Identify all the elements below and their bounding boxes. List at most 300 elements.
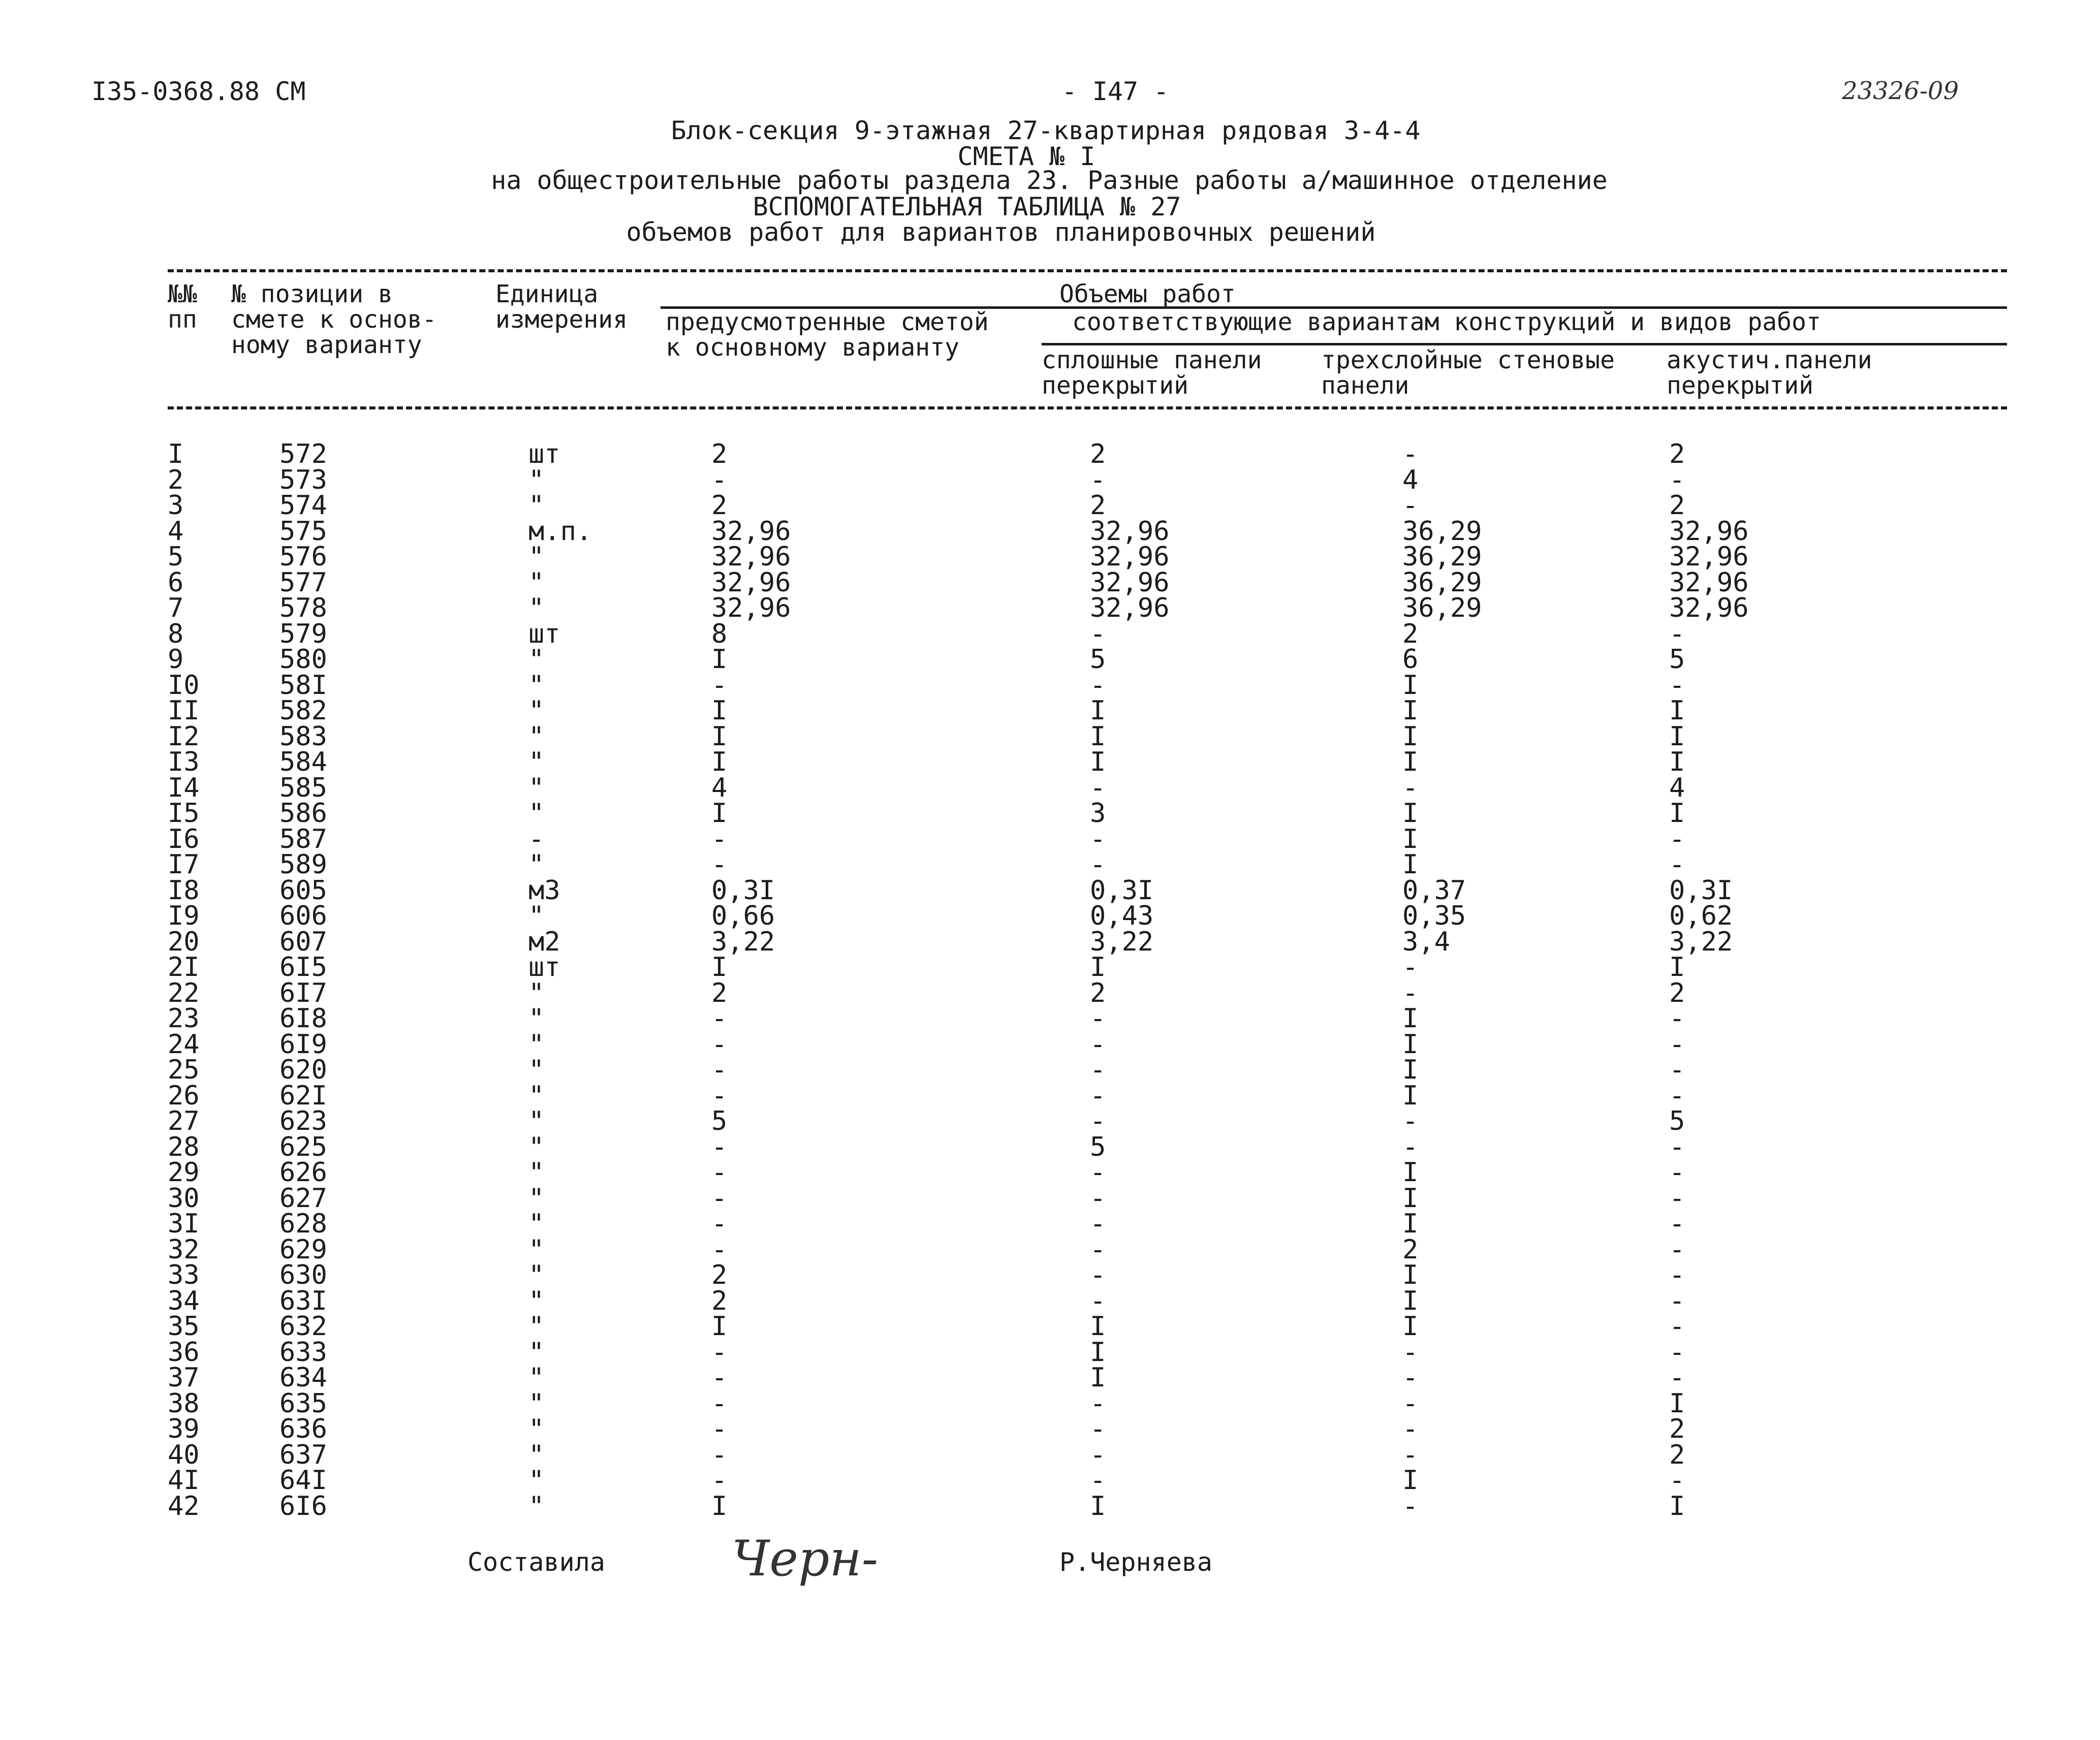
row-number: 2I <box>168 952 200 983</box>
row-number: 2 <box>168 464 184 495</box>
header-variant3-l1: акустич.панели <box>1667 346 1872 374</box>
signature: Черн- <box>732 1530 879 1587</box>
variant3-volume: - <box>1669 1337 1685 1368</box>
variant3-volume: 4 <box>1669 772 1685 803</box>
variant1-volume: I <box>1090 721 1106 752</box>
variant1-volume: 2 <box>1090 439 1106 469</box>
title-line-2: СМЕТА № I <box>957 142 1095 171</box>
row-number: 37 <box>168 1363 200 1393</box>
position-number: 605 <box>279 875 327 906</box>
variant1-volume: - <box>1090 1055 1106 1085</box>
position-number: 606 <box>279 901 327 931</box>
variant1-volume: - <box>1090 1106 1106 1136</box>
unit: " <box>528 849 545 880</box>
unit: " <box>528 1465 545 1496</box>
row-number: I4 <box>168 772 200 803</box>
unit: шт <box>528 618 560 649</box>
variant2-volume: I <box>1402 1055 1419 1085</box>
position-number: 62I <box>279 1080 327 1111</box>
variant1-volume: - <box>1090 1388 1106 1419</box>
variant3-volume: - <box>1669 1260 1685 1290</box>
variant1-volume: - <box>1090 1080 1106 1111</box>
base-volume: 2 <box>711 1285 728 1316</box>
variant2-volume: - <box>1402 439 1419 469</box>
row-number: I0 <box>168 670 200 701</box>
row-number: 7 <box>168 593 184 623</box>
base-volume: 32,96 <box>711 542 791 572</box>
base-volume: - <box>711 1465 728 1496</box>
position-number: 576 <box>279 542 327 572</box>
base-volume: - <box>711 1414 728 1444</box>
header-volumes: Объемы работ <box>1059 280 1236 308</box>
variant2-volume: 0,37 <box>1402 875 1466 906</box>
compiler-name: Р.Черняева <box>1059 1547 1213 1577</box>
row-number: I <box>168 439 184 469</box>
variant2-volume: I <box>1402 824 1419 855</box>
variant3-volume: 5 <box>1669 1106 1685 1136</box>
variant2-volume: 36,29 <box>1402 593 1482 623</box>
unit: " <box>528 670 545 701</box>
variant1-volume: - <box>1090 849 1106 880</box>
header-variant2-l2: панели <box>1321 371 1409 400</box>
position-number: 586 <box>279 798 327 829</box>
variant2-volume: - <box>1402 1414 1419 1444</box>
variant2-volume: 2 <box>1402 618 1419 649</box>
variant1-volume: - <box>1090 1003 1106 1034</box>
variant3-volume: 3,22 <box>1669 926 1733 957</box>
row-number: 5 <box>168 542 184 572</box>
variant2-volume: - <box>1402 1363 1419 1393</box>
base-volume: 8 <box>711 618 728 649</box>
position-number: 627 <box>279 1183 327 1214</box>
position-number: 620 <box>279 1055 327 1085</box>
unit: шт <box>528 439 560 469</box>
unit: " <box>528 593 545 623</box>
variant1-volume: I <box>1090 952 1106 983</box>
variant1-volume: 32,96 <box>1090 567 1170 598</box>
header-pos-l3: ному варианту <box>231 331 422 359</box>
variant1-volume: - <box>1090 1183 1106 1214</box>
variant3-volume: - <box>1669 1234 1685 1265</box>
row-number: 39 <box>168 1414 200 1444</box>
variant1-volume: 0,43 <box>1090 901 1154 931</box>
variant1-volume: I <box>1090 747 1106 777</box>
variant2-volume: - <box>1402 1106 1419 1136</box>
row-number: 24 <box>168 1029 200 1060</box>
header-num-l2: пп <box>168 305 197 334</box>
header-variant2-l1: трехслойные стеновые <box>1321 346 1615 374</box>
variant3-volume: - <box>1669 1157 1685 1188</box>
position-number: 637 <box>279 1439 327 1470</box>
unit: " <box>528 1183 545 1214</box>
base-volume: 0,3I <box>711 875 775 906</box>
variant3-volume: 2 <box>1669 1439 1685 1470</box>
variant2-volume: - <box>1402 1337 1419 1368</box>
unit: " <box>528 1055 545 1085</box>
base-volume: - <box>711 1363 728 1393</box>
row-number: 8 <box>168 618 184 649</box>
variant2-volume: - <box>1402 952 1419 983</box>
header-variant1-l2: перекрытий <box>1042 371 1188 400</box>
variant3-volume: - <box>1669 670 1685 701</box>
variant1-volume: 2 <box>1090 490 1106 521</box>
header-bottom-rule <box>168 406 2007 409</box>
unit: " <box>528 490 545 521</box>
row-number: 32 <box>168 1234 200 1265</box>
base-volume: - <box>711 849 728 880</box>
row-number: 22 <box>168 977 200 1008</box>
row-number: 25 <box>168 1055 200 1085</box>
row-number: I8 <box>168 875 200 906</box>
position-number: 58I <box>279 670 327 701</box>
variant2-volume: I <box>1402 1260 1419 1290</box>
unit: " <box>528 747 545 777</box>
variant1-volume: 32,96 <box>1090 516 1170 547</box>
base-volume: I <box>711 721 728 752</box>
variant3-volume: - <box>1669 1003 1685 1034</box>
base-volume: I <box>711 644 728 675</box>
variant3-volume: - <box>1669 1131 1685 1162</box>
position-number: 579 <box>279 618 327 649</box>
variant3-volume: 5 <box>1669 644 1685 675</box>
variant1-volume: - <box>1090 1029 1106 1060</box>
header-variant3-l2: перекрытий <box>1667 371 1813 400</box>
base-volume: 3,22 <box>711 926 775 957</box>
variant2-volume: 3,4 <box>1402 926 1450 957</box>
row-number: 38 <box>168 1388 200 1419</box>
variant1-volume: - <box>1090 1157 1106 1188</box>
unit: " <box>528 1414 545 1444</box>
position-number: 580 <box>279 644 327 675</box>
position-number: 625 <box>279 1131 327 1162</box>
unit: " <box>528 1439 545 1470</box>
row-number: 30 <box>168 1183 200 1214</box>
unit: " <box>528 1337 545 1368</box>
position-number: 607 <box>279 926 327 957</box>
page-number: - I47 - <box>1061 77 1169 106</box>
unit: " <box>528 798 545 829</box>
variant2-volume: I <box>1402 1029 1419 1060</box>
base-volume: I <box>711 695 728 726</box>
position-number: 6I5 <box>279 952 327 983</box>
position-number: 628 <box>279 1209 327 1239</box>
variant3-volume: - <box>1669 1029 1685 1060</box>
row-number: 35 <box>168 1311 200 1342</box>
variant3-volume: - <box>1669 1311 1685 1342</box>
row-number: 29 <box>168 1157 200 1188</box>
variant3-volume: I <box>1669 952 1685 983</box>
position-number: 583 <box>279 721 327 752</box>
header-base-l2: к основному варианту <box>666 333 959 362</box>
variant3-volume: - <box>1669 1363 1685 1393</box>
position-number: 573 <box>279 464 327 495</box>
position-number: 630 <box>279 1260 327 1290</box>
unit: " <box>528 542 545 572</box>
base-volume: 0,66 <box>711 901 775 931</box>
unit: " <box>528 901 545 931</box>
variant1-volume: I <box>1090 1311 1106 1342</box>
base-volume: - <box>711 1055 728 1085</box>
variant3-volume: - <box>1669 1080 1685 1111</box>
base-volume: - <box>711 1080 728 1111</box>
row-number: 40 <box>168 1439 200 1470</box>
position-number: 626 <box>279 1157 327 1188</box>
position-number: 63I <box>279 1285 327 1316</box>
base-volume: I <box>711 798 728 829</box>
row-number: I9 <box>168 901 200 931</box>
position-number: 577 <box>279 567 327 598</box>
variant2-volume: I <box>1402 1183 1419 1214</box>
base-volume: 4 <box>711 772 728 803</box>
base-volume: 5 <box>711 1106 728 1136</box>
unit: м.п. <box>528 516 592 547</box>
variants-rule <box>1042 343 2007 345</box>
variant2-volume: - <box>1402 1439 1419 1470</box>
unit: " <box>528 1029 545 1060</box>
variant1-volume: - <box>1090 1285 1106 1316</box>
row-number: I2 <box>168 721 200 752</box>
base-volume: 2 <box>711 490 728 521</box>
row-number: 4 <box>168 516 184 547</box>
row-number: 34 <box>168 1285 200 1316</box>
position-number: 629 <box>279 1234 327 1265</box>
variant1-volume: - <box>1090 618 1106 649</box>
variant3-volume: - <box>1669 1465 1685 1496</box>
variant3-volume: - <box>1669 824 1685 855</box>
variant3-volume: 32,96 <box>1669 542 1749 572</box>
row-number: 23 <box>168 1003 200 1034</box>
row-number: 3 <box>168 490 184 521</box>
position-number: 632 <box>279 1311 327 1342</box>
base-volume: 2 <box>711 1260 728 1290</box>
base-volume: 2 <box>711 977 728 1008</box>
variant3-volume: - <box>1669 1183 1685 1214</box>
variant1-volume: - <box>1090 1234 1106 1265</box>
title-line-1: Блок-секция 9-этажная 27-квартирная рядовая 3-4-4 <box>671 116 1421 145</box>
variant3-volume: 0,3I <box>1669 875 1733 906</box>
variant1-volume: - <box>1090 1260 1106 1290</box>
unit: " <box>528 1106 545 1136</box>
row-number: I5 <box>168 798 200 829</box>
position-number: 6I9 <box>279 1029 327 1060</box>
variant1-volume: 3,22 <box>1090 926 1154 957</box>
variant3-volume: 2 <box>1669 490 1685 521</box>
position-number: 585 <box>279 772 327 803</box>
base-volume: - <box>711 1234 728 1265</box>
variant2-volume: I <box>1402 1080 1419 1111</box>
position-number: 574 <box>279 490 327 521</box>
variant2-volume: 36,29 <box>1402 542 1482 572</box>
unit: " <box>528 977 545 1008</box>
unit: " <box>528 1363 545 1393</box>
variant1-volume: 5 <box>1090 644 1106 675</box>
unit: " <box>528 1388 545 1419</box>
position-number: 64I <box>279 1465 327 1496</box>
base-volume: - <box>711 1029 728 1060</box>
variant2-volume: - <box>1402 772 1419 803</box>
row-number: 3I <box>168 1209 200 1239</box>
variant1-volume: 5 <box>1090 1131 1106 1162</box>
variant3-volume: I <box>1669 1388 1685 1419</box>
position-number: 582 <box>279 695 327 726</box>
unit: м2 <box>528 926 560 957</box>
variant3-volume: 32,96 <box>1669 567 1749 598</box>
variant2-volume: 4 <box>1402 464 1419 495</box>
position-number: 572 <box>279 439 327 469</box>
variant1-volume: - <box>1090 824 1106 855</box>
row-number: 27 <box>168 1106 200 1136</box>
unit: " <box>528 1260 545 1290</box>
row-number: 28 <box>168 1131 200 1162</box>
header-variants: соответствующие вариантам конструкций и видов работ <box>1072 308 1821 336</box>
unit: " <box>528 1003 545 1034</box>
variant3-volume: 0,62 <box>1669 901 1733 931</box>
variant3-volume: - <box>1669 1055 1685 1085</box>
base-volume: - <box>711 1131 728 1162</box>
row-number: 36 <box>168 1337 200 1368</box>
variant3-volume: - <box>1669 1209 1685 1239</box>
unit: " <box>528 1234 545 1265</box>
position-number: 578 <box>279 593 327 623</box>
variant3-volume: - <box>1669 849 1685 880</box>
position-number: 575 <box>279 516 327 547</box>
unit: " <box>528 1131 545 1162</box>
unit: м3 <box>528 875 560 906</box>
variant2-volume: - <box>1402 490 1419 521</box>
base-volume: - <box>711 1157 728 1188</box>
unit: " <box>528 721 545 752</box>
row-number: 42 <box>168 1491 200 1522</box>
variant2-volume: 0,35 <box>1402 901 1466 931</box>
row-number: I6 <box>168 824 200 855</box>
header-pos-l1: № позиции в <box>231 280 393 308</box>
position-number: 633 <box>279 1337 327 1368</box>
row-number: II <box>168 695 200 726</box>
base-volume: - <box>711 1337 728 1368</box>
header-variant1-l1: сплошные панели <box>1042 346 1262 374</box>
base-volume: - <box>711 1003 728 1034</box>
variant2-volume: 6 <box>1402 644 1419 675</box>
variant1-volume: 3 <box>1090 798 1106 829</box>
variant3-volume: - <box>1669 464 1685 495</box>
variant2-volume: I <box>1402 1157 1419 1188</box>
variant1-volume: - <box>1090 1209 1106 1239</box>
variant1-volume: I <box>1090 695 1106 726</box>
document-code: I35-0368.88 СМ <box>91 77 306 106</box>
header-unit-l1: Единица <box>495 280 599 308</box>
variant3-volume: I <box>1669 798 1685 829</box>
variant3-volume: 2 <box>1669 1414 1685 1444</box>
position-number: 634 <box>279 1363 327 1393</box>
variant3-volume: 2 <box>1669 977 1685 1008</box>
variant1-volume: 2 <box>1090 977 1106 1008</box>
base-volume: - <box>711 464 728 495</box>
unit: " <box>528 1209 545 1239</box>
base-volume: I <box>711 952 728 983</box>
table-top-rule <box>168 269 2007 272</box>
unit: - <box>528 824 545 855</box>
title-line-5: объемов работ для вариантов планировочных решений <box>626 217 1376 247</box>
position-number: 6I6 <box>279 1491 327 1522</box>
variant1-volume: - <box>1090 1414 1106 1444</box>
unit: " <box>528 695 545 726</box>
base-volume: - <box>711 670 728 701</box>
row-number: 4I <box>168 1465 200 1496</box>
variant1-volume: - <box>1090 1465 1106 1496</box>
unit: " <box>528 464 545 495</box>
header-pos-l2: смете к основ- <box>231 305 437 334</box>
title-line-4: ВСПОМОГАТЕЛЬНАЯ ТАБЛИЦА № 27 <box>753 192 1181 222</box>
row-number: I3 <box>168 747 200 777</box>
base-volume: I <box>711 1491 728 1522</box>
variant1-volume: 0,3I <box>1090 875 1154 906</box>
variant1-volume: I <box>1090 1491 1106 1522</box>
row-number: 6 <box>168 567 184 598</box>
unit: " <box>528 1311 545 1342</box>
variant2-volume: I <box>1402 798 1419 829</box>
variant2-volume: I <box>1402 1003 1419 1034</box>
unit: " <box>528 644 545 675</box>
variant2-volume: I <box>1402 849 1419 880</box>
variant3-volume: - <box>1669 1285 1685 1316</box>
base-volume: - <box>711 1183 728 1214</box>
row-number: I7 <box>168 849 200 880</box>
row-number: 9 <box>168 644 184 675</box>
variant2-volume: I <box>1402 1209 1419 1239</box>
position-number: 6I7 <box>279 977 327 1008</box>
unit: " <box>528 772 545 803</box>
position-number: 6I8 <box>279 1003 327 1034</box>
variant3-volume: I <box>1669 695 1685 726</box>
variant1-volume: - <box>1090 670 1106 701</box>
title-line-3: на общестроительные работы раздела 23. Разные работы а/машинное отделение <box>491 166 1608 195</box>
header-num-l1: №№ <box>168 280 197 308</box>
variant2-volume: - <box>1402 1131 1419 1162</box>
unit: " <box>528 567 545 598</box>
unit: " <box>528 1285 545 1316</box>
variant2-volume: 2 <box>1402 1234 1419 1265</box>
variant3-volume: 32,96 <box>1669 593 1749 623</box>
variant3-volume: I <box>1669 1491 1685 1522</box>
position-number: 623 <box>279 1106 327 1136</box>
base-volume: 32,96 <box>711 567 791 598</box>
base-volume: I <box>711 747 728 777</box>
unit: шт <box>528 952 560 983</box>
base-volume: 2 <box>711 439 728 469</box>
position-number: 635 <box>279 1388 327 1419</box>
unit: " <box>528 1491 545 1522</box>
unit: " <box>528 1157 545 1188</box>
variant3-volume: 2 <box>1669 439 1685 469</box>
row-number: 20 <box>168 926 200 957</box>
variant1-volume: 32,96 <box>1090 542 1170 572</box>
variant1-volume: - <box>1090 464 1106 495</box>
base-volume: I <box>711 1311 728 1342</box>
variant2-volume: I <box>1402 1465 1419 1496</box>
base-volume: - <box>711 1439 728 1470</box>
variant2-volume: 36,29 <box>1402 567 1482 598</box>
position-number: 589 <box>279 849 327 880</box>
variant3-volume: - <box>1669 618 1685 649</box>
variant2-volume: I <box>1402 721 1419 752</box>
position-number: 587 <box>279 824 327 855</box>
unit: " <box>528 1080 545 1111</box>
variant1-volume: I <box>1090 1337 1106 1368</box>
variant2-volume: I <box>1402 695 1419 726</box>
variant1-volume: - <box>1090 772 1106 803</box>
variant2-volume: I <box>1402 1311 1419 1342</box>
variant2-volume: I <box>1402 670 1419 701</box>
